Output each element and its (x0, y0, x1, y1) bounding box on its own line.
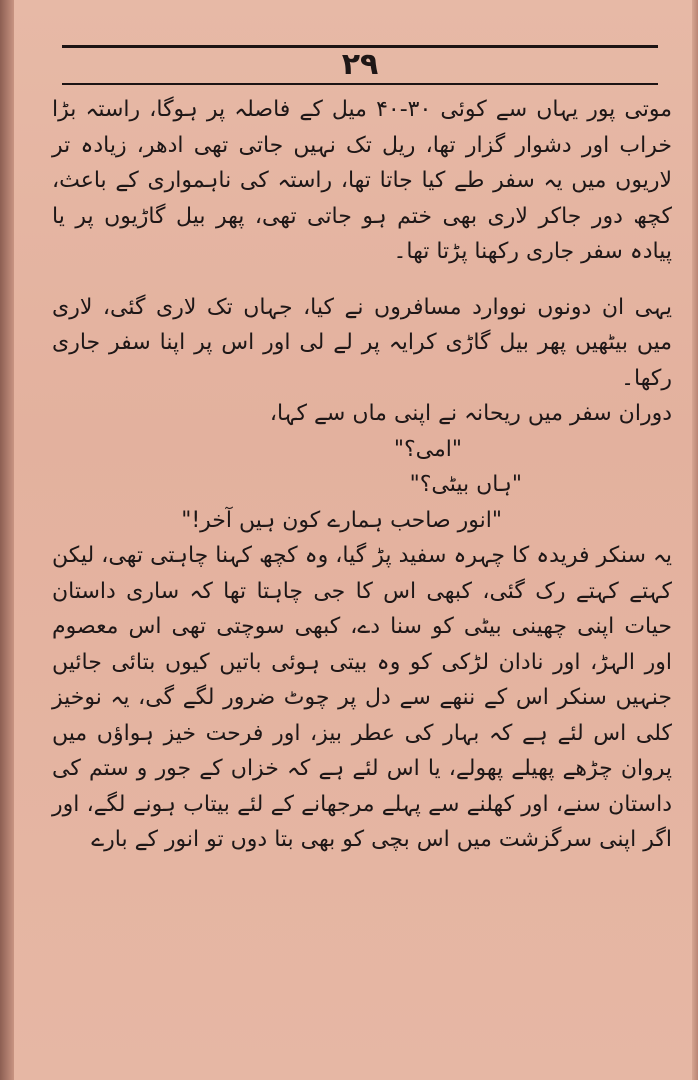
paragraph-travel: موتی پور یہاں سے کوئی ۳۰-۴۰ میل کے فاصلہ پر ہوگا، راستہ بڑا خراب اور دشوار گزار تھا، ریل تک نہیں جاتی تھی ادھر، زیادہ تر لاریوں میں یہ سفر طے کیا جاتا تھا، راستہ کی ناہمواری کے باعث، کچھ دور جاکر لاری بھی ختم ہو جاتی تھی، پھر بیل گاڑیوں پر یا پیادہ سفر جاری رکھنا پڑتا تھا۔ (52, 97, 673, 264)
paragraph-farida: یہ سنکر فریدہ کا چہرہ سفید پڑ گیا، وہ کچھ کہنا چاہتی تھی، لیکن کہتے کہتے رک گئی، کبھی اس کا جی چاہتا تھا کہ ساری داستان حیات اپنی چھینی بیٹی کو سنا دے، کبھی سوچتی تھی اس معصوم اور الہڑ، اور نادان لڑکی کو وہ بیتی ہوئی باتیں کیوں بتائی جائیں جنہیں سنکر اس کے ننھے سے دل پر چوٹ ضرور لگے گی، یہ نوخیز کلی اس لئے ہے کہ بہار کی عطر بیز، اور فرحت خیز ہواؤں میں پروان چڑھے پھیلے پھولے، یا اس لئے ہے کہ خزاں کے جور و ستم کی داستان سنے، اور کھلنے سے پہلے مرجھانے کے لئے بیتاب ہونے لگے، اور اگر اپنی سرگزشت میں اس بچی کو بھی بتا دوں تو انور کے بارے (52, 543, 672, 852)
paragraph-dialogue-intro: دوران سفر میں ریحانہ نے اپنی ماں سے کہا، (269, 401, 672, 426)
page-body (52, 92, 672, 858)
paragraph-journey: یہی ان دونوں نووارد مسافروں نے کیا، جہاں تک لاری گئی، لاری میں بیٹھیں پھر بیل گاڑی کرایہ پر لے لی اور اس پر اپنا سفر جاری رکھا۔ (52, 294, 672, 391)
page-number: ۲۹ (341, 47, 379, 82)
dialogue-line: "امی؟" (393, 436, 462, 462)
page-binding-shadow (0, 0, 14, 1080)
header-rule-bottom (62, 83, 658, 85)
page-edge (692, 0, 698, 1080)
dialogue-line: "ہاں بیٹی؟" (409, 472, 522, 497)
dialogue-line: "انور صاحب ہمارے کون ہیں آخر!" (181, 507, 502, 533)
